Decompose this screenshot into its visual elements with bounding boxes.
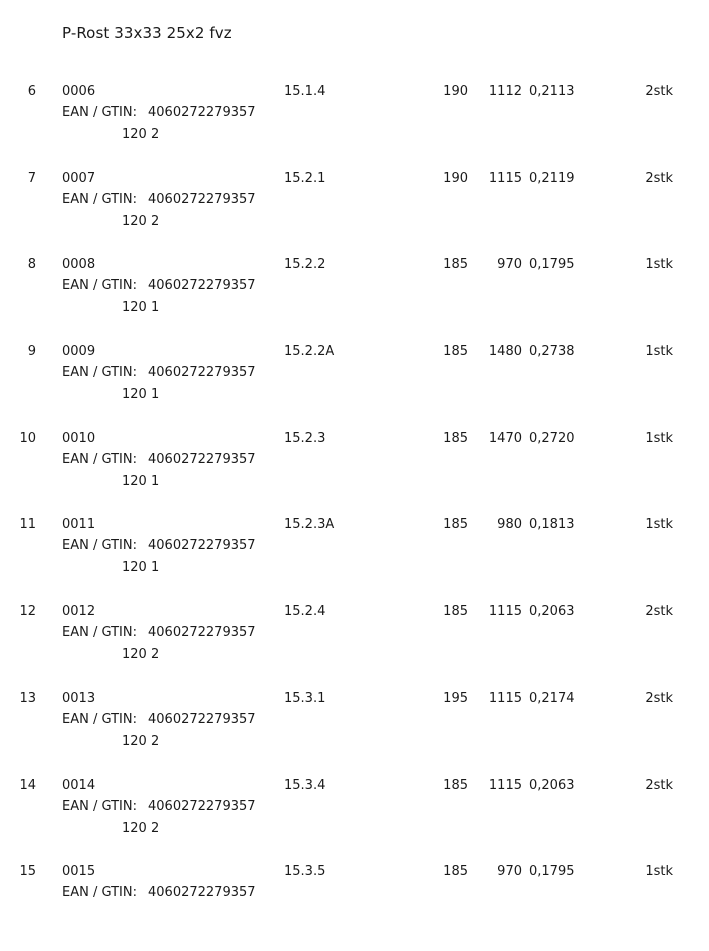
row-number: 9: [27, 344, 36, 360]
ean-value: 4060272279357: [148, 365, 256, 381]
position-code: 15.2.3: [284, 430, 326, 446]
ean-value: 4060272279357: [148, 798, 256, 814]
ean-line: [62, 625, 256, 641]
width-value: 195: [443, 690, 468, 706]
length-value: 1112: [488, 84, 522, 99]
ean-label: EAN / GTIN:: [62, 105, 137, 120]
ean-value: 4060272279357: [148, 278, 256, 294]
position-code: 15.1.4: [284, 84, 326, 99]
item-code: 0013: [62, 690, 96, 706]
ean-line: [62, 538, 256, 554]
ean-line: [62, 192, 256, 208]
ean-value: 4060272279357: [148, 885, 256, 901]
item-code: 0012: [62, 604, 96, 620]
length-value: 1480: [488, 344, 522, 360]
length-value: 1115: [488, 777, 522, 793]
position-code: 15.3.5: [284, 864, 326, 880]
area-value: 0,2720: [529, 430, 575, 446]
width-value: 185: [443, 604, 468, 620]
quantity: 1stk: [645, 517, 673, 533]
sub-info: 120 2: [122, 733, 160, 749]
position-code: 15.2.3A: [284, 517, 335, 533]
ean-value: 4060272279357: [148, 711, 256, 727]
ean-value: 4060272279357: [148, 451, 256, 467]
row-number: 10: [19, 430, 36, 446]
row-number: 8: [27, 257, 36, 273]
length-value: 980: [497, 517, 522, 533]
ean-label: EAN / GTIN:: [62, 538, 137, 554]
quantity: 1stk: [645, 344, 673, 360]
length-value: 1115: [488, 170, 522, 186]
item-code: 0007: [62, 170, 96, 186]
ean-line: [62, 452, 256, 468]
area-value: 0,2063: [529, 604, 575, 620]
sub-info: 120 2: [122, 213, 160, 229]
width-value: 190: [443, 170, 468, 186]
area-value: 0,2063: [529, 777, 575, 793]
item-code: 0008: [62, 257, 96, 273]
position-code: 15.2.2A: [284, 344, 335, 360]
length-value: 970: [497, 864, 522, 880]
row-number: 7: [27, 170, 36, 186]
row-number: 14: [19, 777, 36, 793]
ean-label: EAN / GTIN:: [62, 885, 137, 901]
row-number: 13: [19, 690, 36, 706]
sub-info: 120 1: [122, 473, 160, 489]
ean-value: 4060272279357: [148, 191, 256, 207]
sub-info: 120 1: [122, 560, 160, 576]
quantity: 1stk: [645, 257, 673, 273]
item-code: 0015: [62, 864, 96, 880]
ean-value: 4060272279357: [148, 625, 256, 641]
quantity: 2stk: [645, 604, 673, 620]
length-value: 970: [497, 257, 522, 273]
ean-line: [62, 885, 256, 901]
ean-line: [62, 712, 256, 728]
length-value: 1115: [488, 690, 522, 706]
width-value: 185: [443, 517, 468, 533]
list-item: [0, 344, 709, 431]
ean-label: EAN / GTIN:: [62, 278, 137, 294]
ean-label: EAN / GTIN:: [62, 191, 137, 207]
position-code: 15.3.1: [284, 690, 326, 706]
quantity: 2stk: [645, 690, 673, 706]
item-code: 0006: [62, 84, 96, 99]
width-value: 185: [443, 430, 468, 446]
row-number: 6: [27, 84, 36, 99]
ean-label: EAN / GTIN:: [62, 451, 137, 467]
ean-line: [62, 799, 256, 815]
sub-info: 120 2: [122, 647, 160, 663]
item-code: 0014: [62, 777, 96, 793]
list-item: [0, 691, 709, 778]
position-code: 15.2.2: [284, 257, 326, 273]
width-value: 185: [443, 257, 468, 273]
ean-line: [62, 278, 256, 294]
sub-info: 120 1: [122, 300, 160, 316]
area-value: 0,2174: [529, 690, 575, 706]
ean-value: 4060272279357: [148, 105, 256, 120]
width-value: 185: [443, 777, 468, 793]
ean-value: 4060272279357: [148, 538, 256, 554]
ean-label: EAN / GTIN:: [62, 711, 137, 727]
list-item: [0, 257, 709, 344]
area-value: 0,2738: [529, 344, 575, 360]
ean-label: EAN / GTIN:: [62, 798, 137, 814]
width-value: 190: [443, 84, 468, 99]
position-code: 15.2.4: [284, 604, 326, 620]
list-item: [0, 517, 709, 604]
item-code: 0010: [62, 430, 96, 446]
row-number: 12: [19, 604, 36, 620]
sub-info: 120 1: [122, 387, 160, 403]
quantity: 1stk: [645, 430, 673, 446]
item-code: 0011: [62, 517, 96, 533]
list-item: [0, 431, 709, 518]
ean-label: EAN / GTIN:: [62, 365, 137, 381]
list-item: [0, 171, 709, 258]
quantity: 2stk: [645, 84, 673, 99]
item-code: 0009: [62, 344, 96, 360]
list-item: [0, 604, 709, 691]
length-value: 1470: [488, 430, 522, 446]
document-title: P-Rost 33x33 25x2 fvz: [62, 24, 232, 42]
quantity: 2stk: [645, 170, 673, 186]
quantity: 1stk: [645, 864, 673, 880]
item-list: [0, 84, 709, 951]
sub-info: 120 2: [122, 127, 160, 142]
row-number: 15: [19, 864, 36, 880]
area-value: 0,2119: [529, 170, 575, 186]
quantity: 2stk: [645, 777, 673, 793]
area-value: 0,1795: [529, 864, 575, 880]
position-code: 15.3.4: [284, 777, 326, 793]
sub-info: 120 2: [122, 820, 160, 836]
ean-line: [62, 365, 256, 381]
area-value: 0,2113: [529, 84, 575, 99]
width-value: 185: [443, 344, 468, 360]
ean-line: [62, 105, 256, 121]
list-item: [0, 778, 709, 865]
area-value: 0,1813: [529, 517, 575, 533]
width-value: 185: [443, 864, 468, 880]
list-item: [0, 84, 709, 171]
length-value: 1115: [488, 604, 522, 620]
list-item: [0, 864, 709, 951]
position-code: 15.2.1: [284, 170, 326, 186]
ean-label: EAN / GTIN:: [62, 625, 137, 641]
area-value: 0,1795: [529, 257, 575, 273]
row-number: 11: [19, 517, 36, 533]
